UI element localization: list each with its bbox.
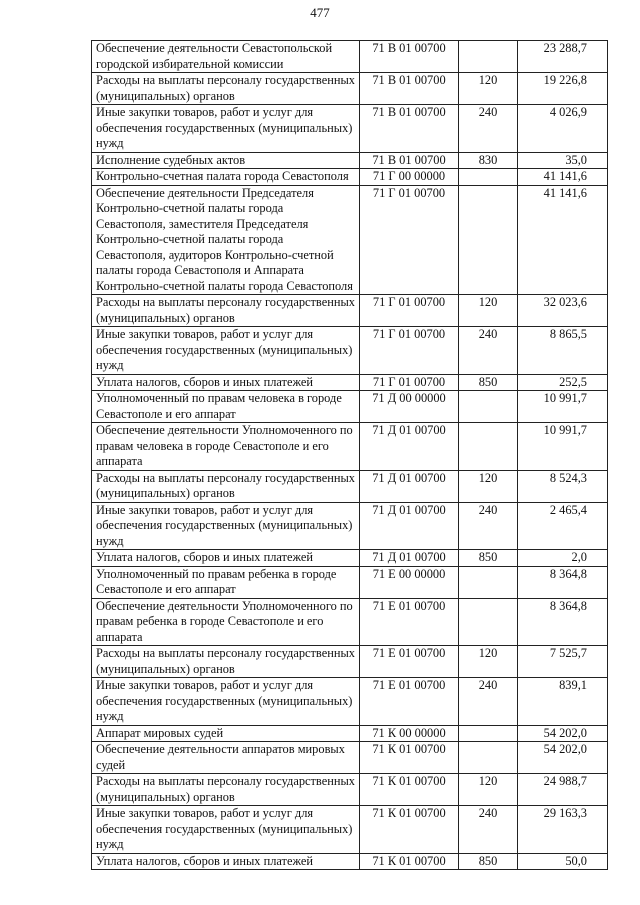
target-code-cell: 71 К 01 00700 xyxy=(360,774,459,806)
table-row xyxy=(92,185,608,295)
item-name-cell: Иные закупки товаров, работ и услуг для обеспечения государственных (муниципальных) нужд xyxy=(92,806,360,854)
table-row xyxy=(92,853,608,870)
expense-type-cell xyxy=(459,598,518,646)
amount-cell: 839,1 xyxy=(518,678,608,726)
amount-cell: 35,0 xyxy=(518,152,608,169)
item-name-cell: Исполнение судебных актов xyxy=(92,152,360,169)
amount-cell: 41 141,6 xyxy=(518,185,608,295)
item-name-cell: Иные закупки товаров, работ и услуг для обеспечения государственных (муниципальных) нужд xyxy=(92,105,360,153)
table-row xyxy=(92,598,608,646)
amount-cell: 54 202,0 xyxy=(518,725,608,742)
budget-table-body xyxy=(92,41,608,870)
target-code-cell: 71 К 01 00700 xyxy=(360,853,459,870)
expense-type-cell: 240 xyxy=(459,327,518,375)
budget-table xyxy=(91,40,608,870)
expense-type-cell xyxy=(459,169,518,186)
item-name-cell: Обеспечение деятельности Севастопольской городской избирательной комиссии xyxy=(92,41,360,73)
amount-cell: 8 364,8 xyxy=(518,598,608,646)
table-row xyxy=(92,550,608,567)
item-name-cell: Расходы на выплаты персоналу государственных (муниципальных) органов xyxy=(92,73,360,105)
expense-type-cell xyxy=(459,41,518,73)
expense-type-cell xyxy=(459,423,518,471)
target-code-cell: 71 Г 01 00700 xyxy=(360,185,459,295)
amount-cell: 4 026,9 xyxy=(518,105,608,153)
target-code-cell: 71 Е 01 00700 xyxy=(360,678,459,726)
item-name-cell: Обеспечение деятельности Уполномоченного по правам ребенка в городе Севастополе и его аппарата xyxy=(92,598,360,646)
amount-cell: 19 226,8 xyxy=(518,73,608,105)
expense-type-cell: 850 xyxy=(459,374,518,391)
item-name-cell: Аппарат мировых судей xyxy=(92,725,360,742)
amount-cell: 54 202,0 xyxy=(518,742,608,774)
amount-cell: 50,0 xyxy=(518,853,608,870)
item-name-cell: Контрольно-счетная палата города Севастополя xyxy=(92,169,360,186)
amount-cell: 2 465,4 xyxy=(518,502,608,550)
item-name-cell: Уплата налогов, сборов и иных платежей xyxy=(92,550,360,567)
amount-cell: 29 163,3 xyxy=(518,806,608,854)
amount-cell: 32 023,6 xyxy=(518,295,608,327)
amount-cell: 24 988,7 xyxy=(518,774,608,806)
table-row xyxy=(92,391,608,423)
table-row xyxy=(92,152,608,169)
item-name-cell: Иные закупки товаров, работ и услуг для обеспечения государственных (муниципальных) нужд xyxy=(92,327,360,375)
item-name-cell: Обеспечение деятельности Председателя Контрольно-счетной палаты города Севастополя, заместителя Председателя Контрольно-счетной палаты города Севастополя, аудиторов Контрольно-счетной палаты города Севастополя и Аппарата Контрольно-счетной палаты города Севастополя xyxy=(92,185,360,295)
target-code-cell: 71 К 01 00700 xyxy=(360,742,459,774)
expense-type-cell xyxy=(459,566,518,598)
expense-type-cell: 830 xyxy=(459,152,518,169)
target-code-cell: 71 В 01 00700 xyxy=(360,152,459,169)
table-row xyxy=(92,725,608,742)
target-code-cell: 71 К 00 00000 xyxy=(360,725,459,742)
expense-type-cell: 850 xyxy=(459,550,518,567)
expense-type-cell: 120 xyxy=(459,295,518,327)
item-name-cell: Расходы на выплаты персоналу государственных (муниципальных) органов xyxy=(92,295,360,327)
table-row xyxy=(92,295,608,327)
expense-type-cell xyxy=(459,742,518,774)
target-code-cell: 71 Г 00 00000 xyxy=(360,169,459,186)
amount-cell: 10 991,7 xyxy=(518,423,608,471)
table-row xyxy=(92,327,608,375)
expense-type-cell: 120 xyxy=(459,646,518,678)
item-name-cell: Обеспечение деятельности Уполномоченного по правам человека в городе Севастополе и его аппарата xyxy=(92,423,360,471)
target-code-cell: 71 Г 01 00700 xyxy=(360,295,459,327)
table-row xyxy=(92,566,608,598)
item-name-cell: Иные закупки товаров, работ и услуг для обеспечения государственных (муниципальных) нужд xyxy=(92,678,360,726)
target-code-cell: 71 Д 01 00700 xyxy=(360,502,459,550)
table-row xyxy=(92,374,608,391)
amount-cell: 8 524,3 xyxy=(518,470,608,502)
amount-cell: 8 364,8 xyxy=(518,566,608,598)
target-code-cell: 71 Д 01 00700 xyxy=(360,550,459,567)
table-row xyxy=(92,105,608,153)
table-row xyxy=(92,806,608,854)
item-name-cell: Уполномоченный по правам ребенка в городе Севастополе и его аппарат xyxy=(92,566,360,598)
expense-type-cell: 240 xyxy=(459,502,518,550)
target-code-cell: 71 В 01 00700 xyxy=(360,73,459,105)
table-row xyxy=(92,73,608,105)
expense-type-cell: 850 xyxy=(459,853,518,870)
target-code-cell: 71 Д 01 00700 xyxy=(360,423,459,471)
amount-cell: 10 991,7 xyxy=(518,391,608,423)
expense-type-cell: 240 xyxy=(459,678,518,726)
page-number: 477 xyxy=(310,5,330,20)
target-code-cell: 71 Д 01 00700 xyxy=(360,470,459,502)
table-row xyxy=(92,678,608,726)
item-name-cell: Обеспечение деятельности аппаратов мировых судей xyxy=(92,742,360,774)
expense-type-cell: 120 xyxy=(459,470,518,502)
item-name-cell: Расходы на выплаты персоналу государственных (муниципальных) органов xyxy=(92,774,360,806)
amount-cell: 2,0 xyxy=(518,550,608,567)
target-code-cell: 71 Г 01 00700 xyxy=(360,327,459,375)
table-row xyxy=(92,502,608,550)
table-row xyxy=(92,169,608,186)
target-code-cell: 71 Д 00 00000 xyxy=(360,391,459,423)
target-code-cell: 71 В 01 00700 xyxy=(360,105,459,153)
expense-type-cell xyxy=(459,725,518,742)
target-code-cell: 71 Е 01 00700 xyxy=(360,598,459,646)
table-row xyxy=(92,41,608,73)
item-name-cell: Уплата налогов, сборов и иных платежей xyxy=(92,853,360,870)
amount-cell: 41 141,6 xyxy=(518,169,608,186)
table-row xyxy=(92,423,608,471)
target-code-cell: 71 В 01 00700 xyxy=(360,41,459,73)
item-name-cell: Иные закупки товаров, работ и услуг для обеспечения государственных (муниципальных) нужд xyxy=(92,502,360,550)
table-row xyxy=(92,646,608,678)
expense-type-cell: 240 xyxy=(459,806,518,854)
expense-type-cell xyxy=(459,185,518,295)
item-name-cell: Расходы на выплаты персоналу государственных (муниципальных) органов xyxy=(92,470,360,502)
target-code-cell: 71 Е 00 00000 xyxy=(360,566,459,598)
expense-type-cell: 240 xyxy=(459,105,518,153)
amount-cell: 23 288,7 xyxy=(518,41,608,73)
target-code-cell: 71 Г 01 00700 xyxy=(360,374,459,391)
table-row xyxy=(92,470,608,502)
item-name-cell: Уполномоченный по правам человека в городе Севастополе и его аппарат xyxy=(92,391,360,423)
amount-cell: 8 865,5 xyxy=(518,327,608,375)
target-code-cell: 71 Е 01 00700 xyxy=(360,646,459,678)
item-name-cell: Уплата налогов, сборов и иных платежей xyxy=(92,374,360,391)
amount-cell: 7 525,7 xyxy=(518,646,608,678)
expense-type-cell: 120 xyxy=(459,73,518,105)
table-row xyxy=(92,774,608,806)
amount-cell: 252,5 xyxy=(518,374,608,391)
item-name-cell: Расходы на выплаты персоналу государственных (муниципальных) органов xyxy=(92,646,360,678)
expense-type-cell xyxy=(459,391,518,423)
expense-type-cell: 120 xyxy=(459,774,518,806)
table-row xyxy=(92,742,608,774)
target-code-cell: 71 К 01 00700 xyxy=(360,806,459,854)
